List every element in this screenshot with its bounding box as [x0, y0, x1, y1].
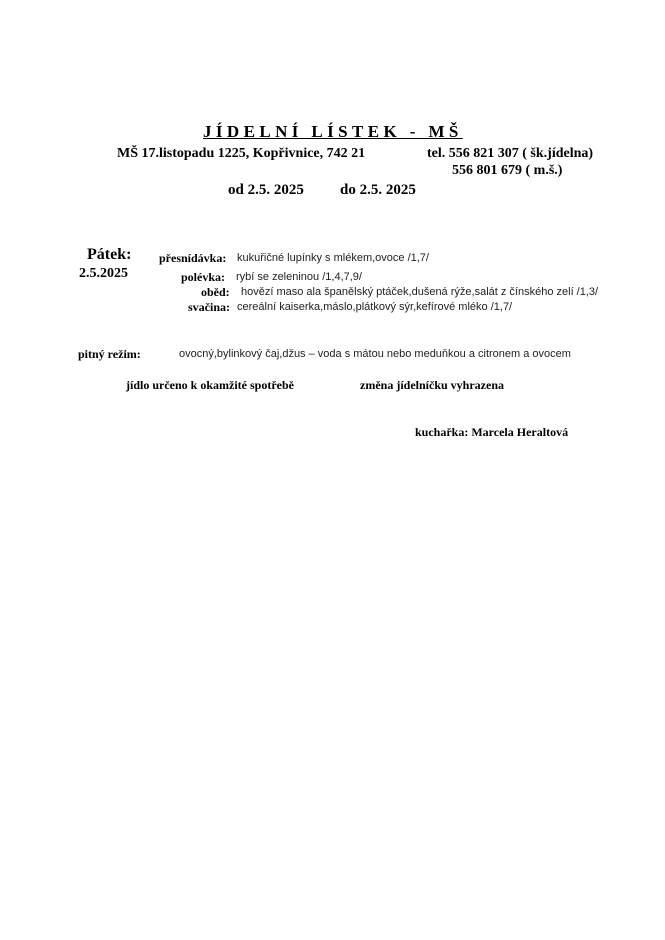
day-date: 2.5.2025 — [79, 266, 128, 281]
school-address: MŠ 17.listopadu 1225, Kopřivnice, 742 21 — [117, 146, 366, 161]
consume-immediately-note: jídlo určeno k okamžité spotřebě — [126, 378, 294, 392]
date-to: do 2.5. 2025 — [340, 182, 416, 198]
soup-text: rybí se zeleninou /1,4,7,9/ — [236, 271, 362, 283]
snack-label: svačina: — [188, 300, 230, 314]
breakfast-text: kukuřičné lupínky s mlékem,ovoce /1,7/ — [237, 252, 429, 264]
cook-name: kuchařka: Marcela Heraltová — [415, 425, 569, 439]
date-from: od 2.5. 2025 — [228, 182, 304, 198]
breakfast-label: přesnídávka: — [159, 251, 227, 265]
soup-label: polévka: — [181, 270, 226, 284]
drinks-text: ovocný,bylinkový čaj,džus – voda s mátou nebo meduňkou a citronem a ovocem — [179, 348, 571, 360]
phone-canteen: tel. 556 821 307 ( šk.jídelna) — [427, 146, 594, 161]
day-name: Pátek: — [87, 246, 132, 263]
lunch-text: hovězí maso ala španělský ptáček,dušená rýže,salát z čínského zelí /1,3/ — [241, 286, 599, 298]
drinks-label: pitný režim: — [78, 347, 141, 361]
menu-change-note: změna jídelníčku vyhrazena — [360, 378, 504, 392]
phone-kindergarten: 556 801 679 ( m.š.) — [452, 163, 563, 178]
lunch-label: oběd: — [201, 285, 230, 299]
menu-title: JÍDELNÍ LÍSTEK - MŠ — [203, 122, 463, 141]
snack-text: cereální kaiserka,máslo,plátkový sýr,kefírové mléko /1,7/ — [237, 301, 513, 313]
